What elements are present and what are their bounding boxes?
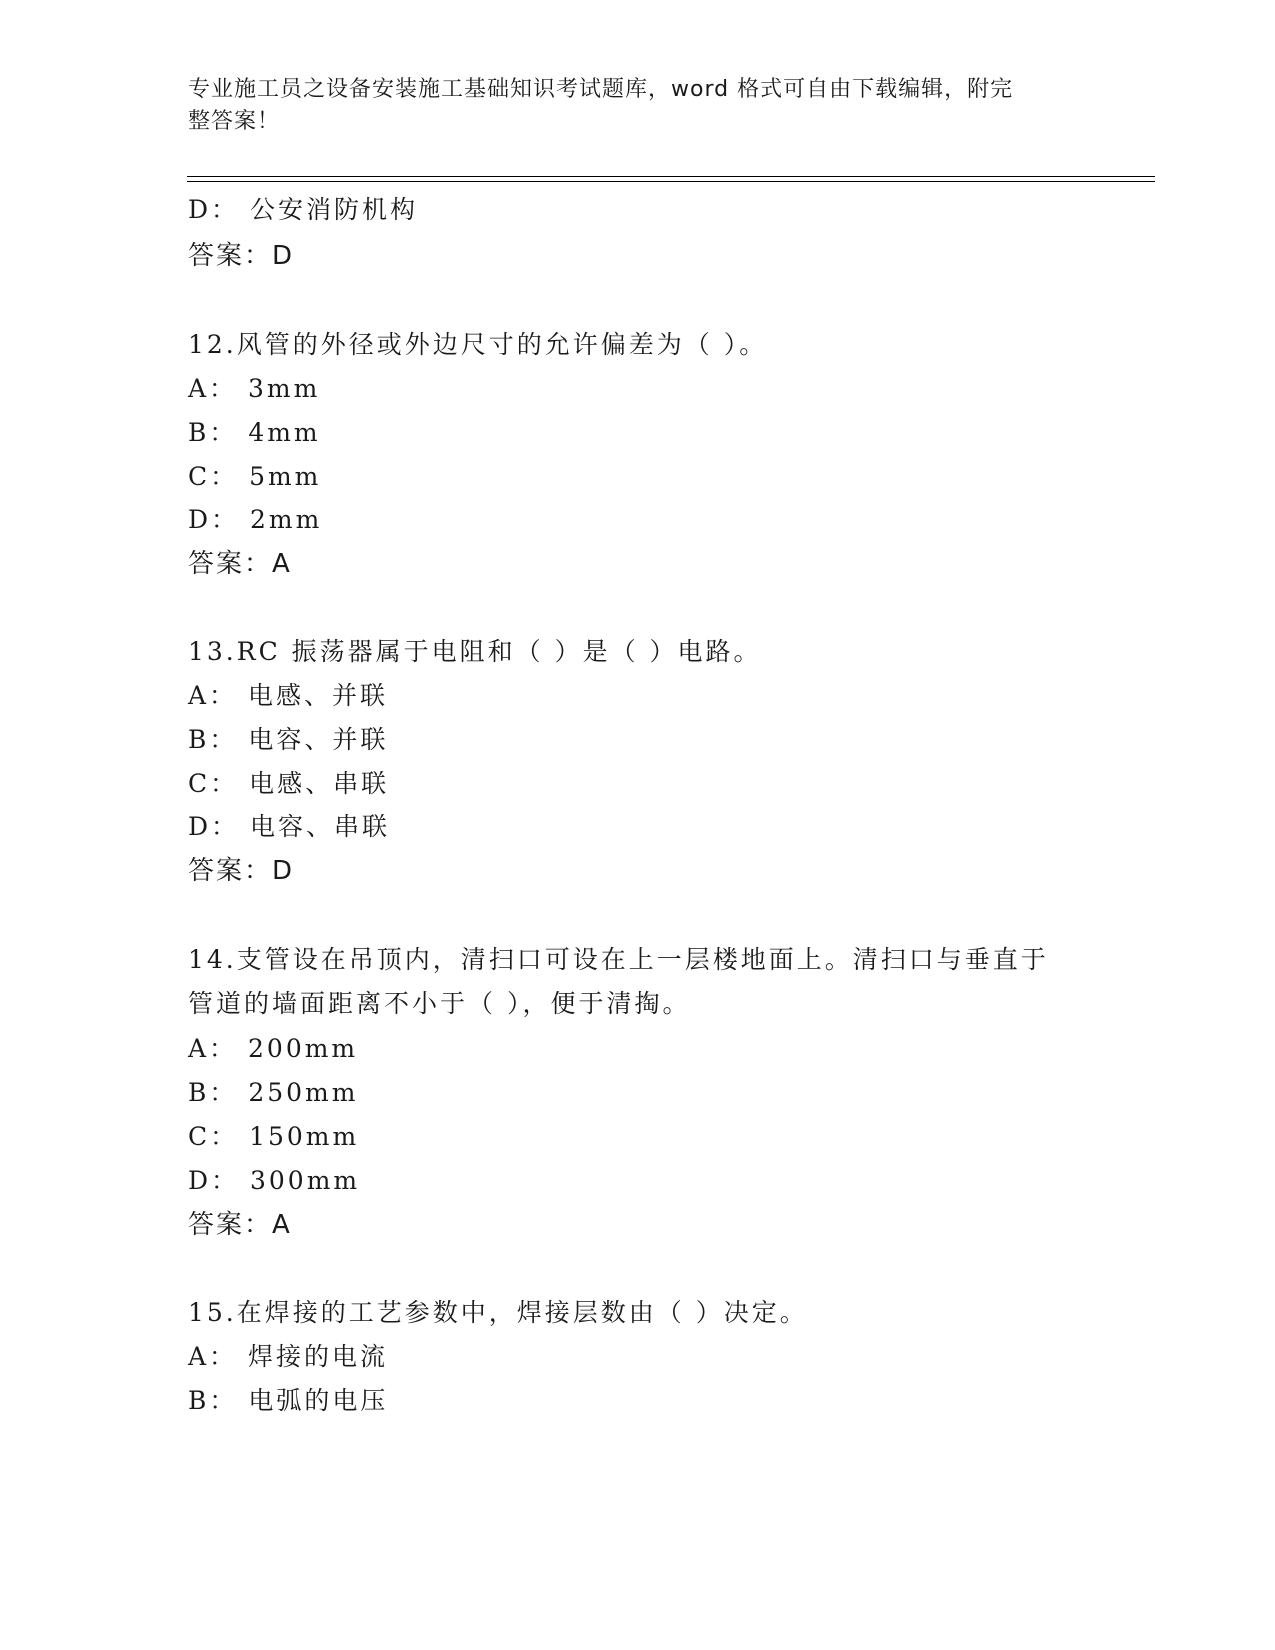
q14-answer: 答案：A xyxy=(188,1210,292,1240)
q12-option-c: C： 5mm xyxy=(188,462,322,491)
q12-stem: 12.风管的外径或外边尺寸的允许偏差为（ ）。 xyxy=(188,330,768,359)
q12-answer: 答案：A xyxy=(188,549,292,579)
q15-stem: 15.在焊接的工艺参数中，焊接层数由（ ）决定。 xyxy=(188,1298,808,1327)
q13-option-b: B： 电容、并联 xyxy=(188,725,389,754)
q14-stem-line-2: 管道的墙面距离不小于（ ），便于清掏。 xyxy=(188,989,691,1018)
header-line-2: 整答案！ xyxy=(188,109,281,134)
q13-stem: 13.RC 振荡器属于电阻和（ ）是（ ）电路。 xyxy=(188,637,762,666)
q13-option-d: D： 电容、串联 xyxy=(188,812,390,841)
q11-answer: 答案：D xyxy=(188,241,295,271)
q14-option-c: C： 150mm xyxy=(188,1122,360,1151)
q12-option-d: D： 2mm xyxy=(188,505,323,534)
header-line-1: 专业施工员之设备安装施工基础知识考试题库，word 格式可自由下载编辑，附完 xyxy=(188,77,1014,102)
q13-option-a: A： 电感、并联 xyxy=(188,681,389,710)
q13-option-c: C： 电感、串联 xyxy=(188,769,390,798)
header-divider-top xyxy=(187,176,1155,177)
q14-option-a: A： 200mm xyxy=(188,1034,359,1063)
q14-stem-line-1: 14.支管设在吊顶内，清扫口可设在上一层楼地面上。清扫口与垂直于 xyxy=(188,945,1049,974)
q12-option-a: A： 3mm xyxy=(188,374,321,403)
q14-option-d: D： 300mm xyxy=(188,1166,361,1195)
q15-option-a: A： 焊接的电流 xyxy=(188,1342,389,1371)
header-divider-bottom xyxy=(187,181,1155,182)
q15-option-b: B： 电弧的电压 xyxy=(188,1386,389,1415)
document-header xyxy=(188,74,1068,138)
q11-option-d: D： 公安消防机构 xyxy=(188,195,418,224)
q14-option-b: B： 250mm xyxy=(188,1078,359,1107)
q13-answer: 答案：D xyxy=(188,856,295,886)
q12-option-b: B： 4mm xyxy=(188,418,321,447)
